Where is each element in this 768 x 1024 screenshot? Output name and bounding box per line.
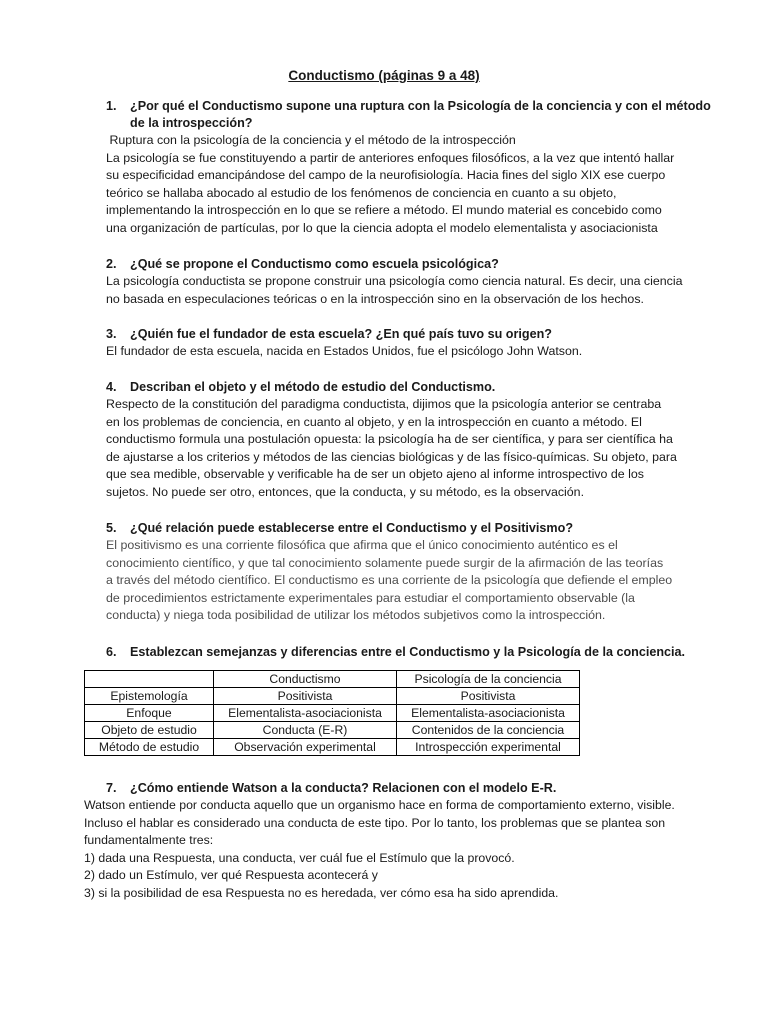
- question-6: [106, 644, 726, 661]
- answer-line: conducta) y niega toda posibilidad de utilizar los métodos subjetivos como la introspección.: [106, 608, 606, 623]
- question-1: [106, 98, 711, 132]
- table-cell: Objeto de estudio: [85, 722, 214, 739]
- question-3: [106, 326, 706, 343]
- table-cell: Método de estudio: [85, 739, 214, 756]
- answer-4: [106, 396, 706, 502]
- answer-line: El positivismo es una corriente filosófica que afirma que el único conocimiento auténtico es el: [106, 538, 618, 552]
- table-cell: Enfoque: [85, 705, 214, 722]
- table-cell: Contenidos de la conciencia: [397, 722, 580, 739]
- question-number: 5.: [106, 521, 117, 535]
- answer-line: una organización de partículas, por lo que la ciencia adopta el modelo elementalista y asociacionista: [106, 220, 658, 235]
- document-title: Conductismo (páginas 9 a 48): [288, 68, 480, 83]
- answer-7: [84, 797, 724, 903]
- answer-line: conductismo formula una postulación opuesta: la psicología ha de ser científica, y para ser científica ha: [106, 432, 673, 447]
- question-line: ¿Por qué el Conductismo supone una ruptura con la Psicología de la conciencia y con el método: [130, 99, 711, 113]
- table-cell: Elementalista-asociacionista: [397, 705, 580, 722]
- table-cell: Epistemología: [85, 688, 214, 705]
- answer-line: Incluso el hablar es considerado una conducta de este tipo. Por lo tanto, los problemas que se plantea son: [84, 815, 666, 830]
- answer-line: a través del método científico. El conductismo es una corriente de la psicología que defiende el empleo: [106, 573, 673, 588]
- table-cell: Elementalista-asociacionista: [214, 705, 397, 722]
- question-text: ¿Quién fue el fundador de esta escuela? ¿En qué país tuvo su origen?: [130, 327, 552, 341]
- answer-line: implementando la introspección en lo que se refiere a método. El mundo material es concebido como: [106, 203, 662, 218]
- question-text: ¿Qué se propone el Conductismo como escuela psicológica?: [130, 257, 499, 271]
- answer-line: El fundador de esta escuela, nacida en Estados Unidos, fue el psicólogo John Watson.: [106, 344, 583, 358]
- answer-line: de ajustarse a los criterios y métodos de las ciencias biológicas y de las físico-químicas. Su objeto, para: [106, 449, 677, 464]
- table-header-cell: Psicología de la conciencia: [397, 671, 580, 688]
- answer-line: La psicología conductista se propone construir una psicología como ciencia natural. Es decir, una ciencia: [106, 274, 683, 288]
- question-text: Describan el objeto y el método de estudio del Conductismo.: [130, 380, 496, 394]
- answer-3: [106, 343, 706, 361]
- table-header-row: [85, 671, 580, 688]
- question-number: 3.: [106, 327, 117, 341]
- answer-line: en los problemas de conciencia, en cuanto al objeto, y en la introspección en cuanto a método. El: [106, 414, 642, 429]
- question-text: [106, 98, 711, 132]
- question-7: [106, 780, 706, 797]
- comparison-table: [84, 670, 580, 756]
- answer-1: [106, 132, 706, 238]
- answer-line: Respecto de la constitución del paradigma conductista, dijimos que la psicología anterior se centraba: [106, 397, 662, 411]
- table-row: [85, 705, 580, 722]
- question-number: 6.: [106, 645, 117, 659]
- table-cell: Observación experimental: [214, 739, 397, 756]
- table-row: [85, 688, 580, 705]
- answer-subtitle: Ruptura con la psicología de la conciencia y el método de la introspección: [106, 133, 516, 147]
- answer-2: [106, 273, 706, 308]
- question-5: [106, 520, 706, 537]
- answer-line: 1) dada una Respuesta, una conducta, ver cuál fue el Estímulo que la provocó.: [84, 850, 515, 865]
- answer-line: fundamentalmente tres:: [84, 833, 214, 848]
- question-2: [106, 256, 706, 273]
- question-number: 7.: [106, 781, 117, 795]
- table-cell: Positivista: [397, 688, 580, 705]
- answer-line: 3) si la posibilidad de esa Respuesta no es heredada, ver cómo esa ha sido aprendida.: [84, 885, 559, 900]
- answer-line: no basada en especulaciones teóricas o en la introspección sino en la observación de los hechos.: [106, 291, 644, 306]
- table-row: [85, 722, 580, 739]
- table-header-cell: Conductismo: [214, 671, 397, 688]
- table-cell: Conducta (E-R): [214, 722, 397, 739]
- table-header-cell: [85, 671, 214, 688]
- table-cell: Introspección experimental: [397, 739, 580, 756]
- question-4: [106, 379, 706, 396]
- answer-line: su especificidad emancipándose del campo de la neurofisiología. Hacia fines del siglo XIX ese cuerpo: [106, 168, 666, 183]
- question-number: 2.: [106, 257, 117, 271]
- table-cell: Positivista: [214, 688, 397, 705]
- question-line: de la introspección?: [130, 116, 253, 130]
- answer-line: teórico se hallaba abocado al estudio de los fenómenos de conciencia en cuanto a su objeto,: [106, 185, 617, 200]
- answer-line: Watson entiende por conducta aquello que un organismo hace en forma de comportamiento externo, visible.: [84, 798, 675, 812]
- question-number: 1.: [106, 99, 117, 113]
- answer-line: conocimiento científico, y que tal conocimiento solamente puede surgir de la afirmación de las teorías: [106, 555, 664, 570]
- table-row: [85, 739, 580, 756]
- answer-line: sujetos. No puede ser otro, entonces, que la conducta, y su método, es la observación.: [106, 484, 585, 499]
- answer-5: [106, 537, 706, 625]
- answer-line: La psicología se fue constituyendo a partir de anteriores enfoques filosóficos, a la vez que intentó hallar: [106, 150, 675, 165]
- answer-line: que sea medible, observable y verificable ha de ser un objeto ajeno al informe introspectivo de los: [106, 467, 644, 482]
- answer-line: 2) dado un Estímulo, ver qué Respuesta acontecerá y: [84, 868, 378, 883]
- question-text: ¿Qué relación puede establecerse entre el Conductismo y el Positivismo?: [130, 521, 574, 535]
- question-text: ¿Cómo entiende Watson a la conducta? Relacionen con el modelo E-R.: [130, 781, 557, 795]
- question-text: Establezcan semejanzas y diferencias entre el Conductismo y la Psicología de la conciencia.: [130, 645, 686, 659]
- answer-line: de procedimientos estrictamente experimentales para estudiar el comportamiento observable (la: [106, 590, 635, 605]
- question-number: 4.: [106, 380, 117, 394]
